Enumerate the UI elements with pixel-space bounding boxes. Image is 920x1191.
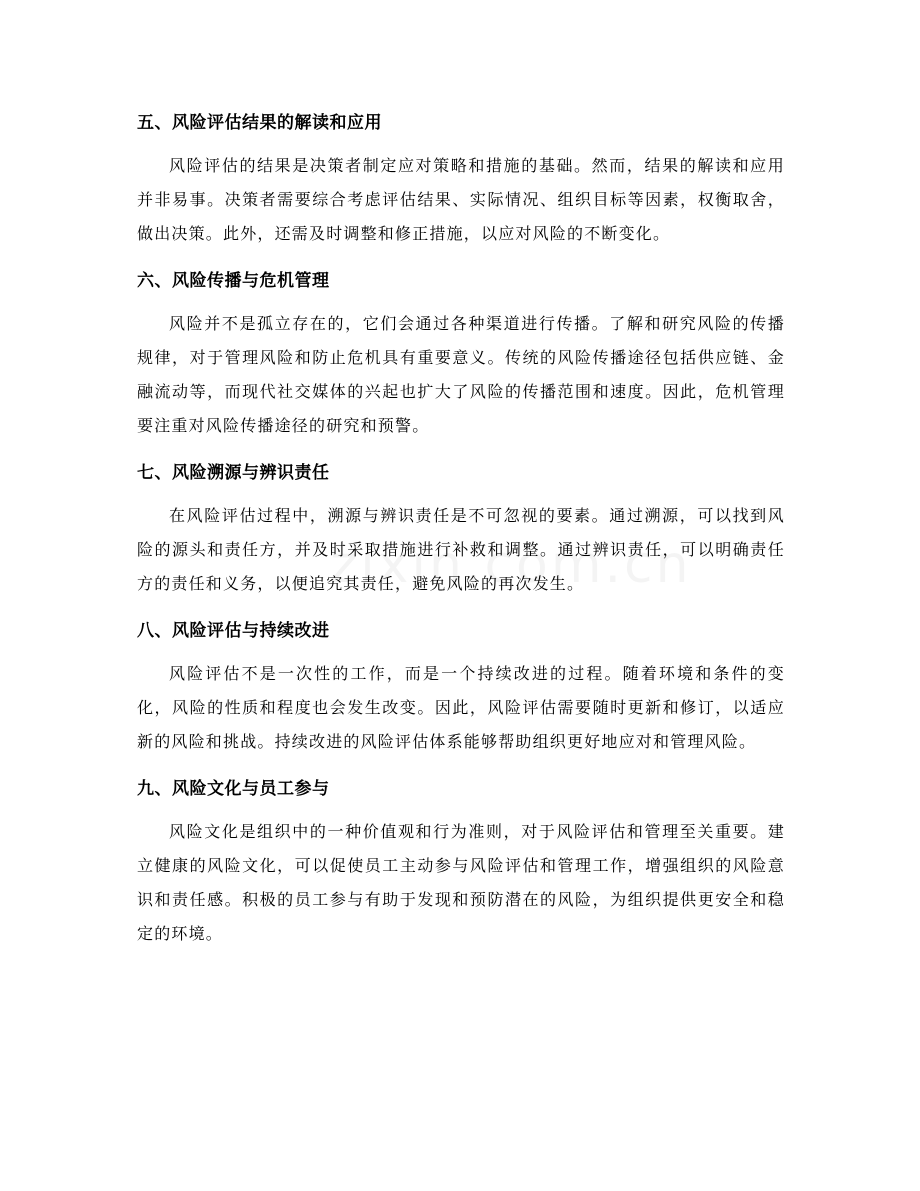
section-heading: 五、风险评估结果的解读和应用 (137, 113, 382, 133)
section-paragraph: 风险文化是组织中的一种价值观和行为准则，对于风险评估和管理至关重要。建立健康的风险文化，可以促使员工主动参与风险评估和管理工作，增强组织的风险意识和责任感。积极的员工参与有助于发现和预防潜在的风险，为组织提供更安全和稳定的环境。 (137, 822, 785, 943)
section-paragraph: 风险评估的结果是决策者制定应对策略和措施的基础。然而，结果的解读和应用并非易事。决策者需要综合考虑评估结果、实际情况、组织目标等因素，权衡取舍，做出决策。此外，还需及时调整和修正措施，以应对风险的不断变化。 (137, 156, 785, 243)
section-5 (137, 103, 785, 251)
section-paragraph: 在风险评估过程中，溯源与辨识责任是不可忽视的要素。通过溯源，可以找到风险的源头和责任方，并及时采取措施进行补救和调整。通过辨识责任，可以明确责任方的责任和义务，以便追究其责任，避免风险的再次发生。 (137, 506, 785, 593)
section-heading: 六、风险传播与危机管理 (137, 271, 330, 291)
section-heading: 九、风险文化与员工参与 (137, 779, 330, 799)
section-8 (137, 611, 785, 759)
section-heading: 七、风险溯源与辨识责任 (137, 463, 330, 483)
document-content (137, 103, 785, 961)
section-9 (137, 769, 785, 951)
section-paragraph: 风险评估不是一次性的工作，而是一个持续改进的过程。随着环境和条件的变化，风险的性质和程度也会发生改变。因此，风险评估需要随时更新和修订，以适应新的风险和挑战。持续改进的风险评估体系能够帮助组织更好地应对和管理风险。 (137, 664, 785, 751)
section-heading: 八、风险评估与持续改进 (137, 621, 330, 641)
section-paragraph: 风险并不是孤立存在的，它们会通过各种渠道进行传播。了解和研究风险的传播规律，对于管理风险和防止危机具有重要意义。传统的风险传播途径包括供应链、金融流动等，而现代社交媒体的兴起也扩大了风险的传播范围和速度。因此，危机管理要注重对风险传播途径的研究和预警。 (137, 314, 785, 435)
section-7 (137, 453, 785, 601)
section-6 (137, 261, 785, 443)
